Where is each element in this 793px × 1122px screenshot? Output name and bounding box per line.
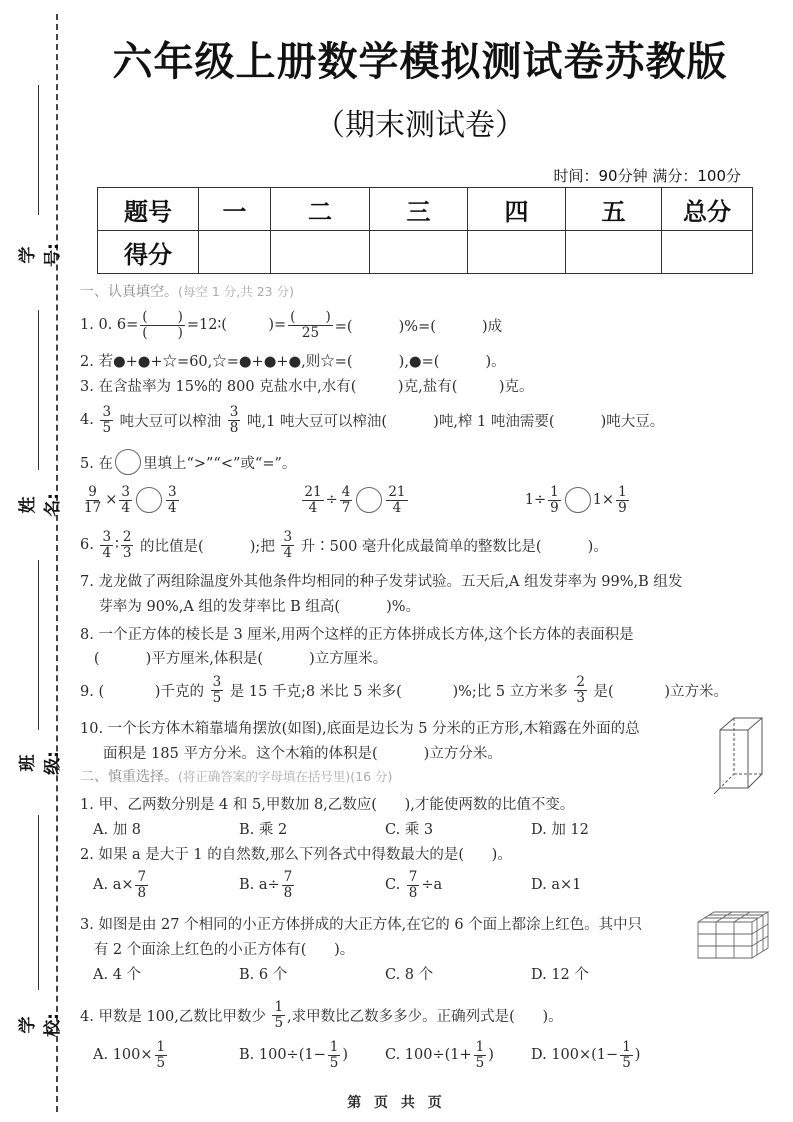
denominator: 9 [618, 499, 627, 516]
fraction [135, 870, 148, 899]
compare-circle-blank[interactable] [356, 487, 382, 513]
fraction [281, 530, 294, 559]
numerator: 2 [122, 529, 132, 546]
question-text: 里填上“>”“<”或“=”。 [142, 455, 297, 472]
question-text: × [105, 492, 118, 508]
score-table-score-row [98, 231, 753, 274]
fraction [211, 675, 224, 704]
fraction [228, 405, 241, 434]
page-title: 六年级上册数学模拟测试卷苏教版 [112, 39, 728, 85]
choice-option[interactable] [531, 877, 677, 893]
question-text: 有 2 个面涂上红色的小正方体有( )。 [80, 941, 355, 958]
question-text: A. a× [93, 877, 134, 893]
numerator: ( ) [290, 309, 331, 326]
fraction [282, 870, 295, 899]
question-text: D. a×1 [531, 877, 582, 893]
question-line [80, 370, 534, 400]
question-text: =( )%=( )成 [334, 318, 503, 335]
fraction [272, 1000, 285, 1029]
fraction [386, 485, 407, 514]
denominator: 4 [392, 499, 402, 516]
choice-option[interactable] [385, 1040, 531, 1069]
fraction [119, 485, 132, 514]
question-line [80, 310, 502, 340]
score-table-header-row [98, 188, 753, 231]
denominator: 4 [121, 499, 130, 516]
denominator: 8 [229, 419, 239, 436]
question-text: D. 加 12 [531, 821, 589, 838]
question-line [80, 1000, 563, 1030]
header-cell: 二 [271, 188, 370, 231]
question-text: 5. 在 [80, 455, 113, 472]
question-text: C. [385, 877, 405, 893]
choice-option[interactable] [93, 1040, 239, 1069]
choice-option[interactable] [239, 870, 385, 899]
numerator: ( ) [142, 309, 183, 326]
numerator: 3 [167, 484, 177, 501]
question-line [80, 405, 664, 435]
choice-option[interactable] [93, 870, 239, 899]
numerator: 3 [212, 674, 222, 691]
question-text: 8. 一个正方体的棱长是 3 厘米,用两个这样的正方体拼成长方体,这个长方体的表面积是 [80, 626, 634, 643]
cube-grid-figure-icon [696, 910, 772, 960]
denominator: 5 [329, 1054, 339, 1071]
header-cell: 总分 [662, 188, 753, 231]
numerator: 1 [329, 1039, 339, 1056]
question-text: 4. [80, 412, 99, 428]
question-line [80, 485, 631, 515]
denominator: ( ) [142, 324, 183, 341]
fraction [340, 485, 353, 514]
name-label: 姓名: [18, 493, 63, 517]
question-text: ( )平方厘米,体积是( )立方厘米。 [80, 650, 388, 667]
denominator: 8 [408, 884, 418, 901]
question-text: 9. ( )千克的 [80, 683, 209, 700]
question-text: 4. 甲数是 100,乙数比甲数少 [80, 1008, 271, 1025]
question-text: ) [342, 1047, 348, 1063]
box-figure-icon [712, 712, 772, 794]
score-cell [468, 231, 566, 274]
question-text: 是( )立方米。 [588, 683, 729, 700]
fraction [302, 485, 323, 514]
numerator: 3 [102, 404, 112, 421]
denominator: 5 [102, 419, 112, 436]
compare-circle-blank[interactable] [115, 449, 141, 475]
denominator: 4 [308, 499, 318, 516]
school-underline [38, 815, 39, 990]
question-text: 面积是 185 平方分米。这个木箱的体积是( )立方分米。 [80, 745, 502, 762]
question-text: A. 加 8 [93, 821, 142, 838]
question-text: B. 6 个 [239, 966, 288, 983]
score-table [97, 187, 753, 274]
question-text: 升∶500 毫升化成最简单的整数比是( )。 [296, 538, 608, 555]
option-row [93, 870, 677, 900]
question-text: C. 100÷(1+ [385, 1047, 472, 1063]
question-text: 3. 如图是由 27 个相同的小正方体拼成的大正方体,在它的 6 个面上都涂上红色。其中只 [80, 916, 643, 933]
header-cell: 题号 [98, 188, 199, 231]
question-text: 1. 0. 6= [80, 317, 139, 333]
score-cell [199, 231, 271, 274]
denominator: 8 [137, 884, 147, 901]
question-line [80, 737, 502, 767]
option-row [93, 1040, 677, 1070]
fraction [620, 1040, 633, 1069]
choice-option[interactable] [531, 963, 677, 984]
question-text: A. 4 个 [93, 966, 142, 983]
page-footer: 第 页 共 页 [347, 1095, 446, 1111]
question-text: 1. 甲、乙两数分别是 4 和 5,甲数加 8,乙数应( ),才能使两数的比值不变。 [80, 796, 575, 813]
numerator: 1 [622, 1039, 631, 1056]
numerator: 21 [388, 484, 406, 501]
denominator: 4 [167, 499, 177, 516]
class-label: 班级: [18, 751, 63, 775]
header-cell: 三 [370, 188, 468, 231]
choice-option[interactable] [531, 1040, 677, 1069]
numerator: 2 [576, 674, 585, 691]
question-text: 芽率为 90%,A 组的发芽率比 B 组高( )%。 [80, 598, 421, 615]
question-text: 1÷ [409, 492, 547, 508]
fraction [166, 485, 179, 514]
fraction [100, 405, 113, 434]
question-text: ) [634, 1047, 641, 1063]
section-1-title: 一、认真填空。 [80, 284, 178, 300]
compare-circle-blank[interactable] [565, 487, 591, 513]
section-1-note: (每空 1 分,共 23 分) [178, 284, 294, 299]
score-cell [271, 231, 370, 274]
numerator: 1 [618, 484, 627, 501]
section-1-heading [80, 276, 294, 306]
numerator: 9 [88, 484, 97, 501]
question-text: D. 12 个 [531, 966, 589, 983]
header-cell: 一 [199, 188, 271, 231]
fraction [100, 530, 113, 559]
score-cell [662, 231, 753, 274]
binding-dashed-line [56, 14, 58, 1112]
numerator: 7 [283, 869, 293, 886]
section-2-title: 二、慎重选择。 [80, 769, 178, 785]
fraction [155, 1040, 168, 1069]
question-text: B. 100÷(1− [239, 1047, 326, 1063]
fraction [288, 310, 333, 339]
choice-option[interactable] [385, 818, 531, 839]
denominator: 5 [475, 1054, 485, 1071]
option-row [93, 813, 677, 843]
fraction [616, 485, 629, 514]
denominator: 4 [102, 544, 112, 561]
question-text: 2. 如果 a 是大于 1 的自然数,那么下列各式中得数最大的是( )。 [80, 846, 512, 863]
page-subtitle: （期末测试卷） [315, 108, 525, 143]
denominator: 5 [212, 689, 222, 706]
score-cell [370, 231, 468, 274]
question-text: =12∶( )= [186, 317, 287, 333]
question-text: A. 100× [93, 1047, 153, 1063]
question-line [80, 530, 608, 560]
question-line [80, 675, 728, 705]
question-text: 是 15 千克;8 米比 5 米多( )%;比 5 立方米多 [225, 683, 573, 700]
numerator: 7 [408, 869, 418, 886]
time-info: 时间：90分钟 满分：100分 [553, 167, 741, 185]
school-label: 学校: [18, 1013, 63, 1037]
choice-option[interactable] [239, 963, 385, 984]
question-text: B. 乘 2 [239, 821, 288, 838]
question-text: ,求甲数比乙数多多少。正确列式是( )。 [287, 1008, 563, 1025]
score-row-label: 得分 [98, 231, 199, 274]
question-text: C. 乘 3 [385, 821, 434, 838]
fraction [407, 870, 420, 899]
fraction [121, 530, 134, 559]
numerator: 7 [137, 869, 147, 886]
denominator: 5 [622, 1054, 631, 1071]
question-text: 10. 一个长方体木箱靠墙角摆放(如图),底面是边长为 5 分米的正方形,木箱露在外面的总 [80, 720, 640, 737]
question-text: 的比值是( );把 [135, 538, 280, 555]
denominator: 5 [274, 1014, 284, 1031]
fraction [140, 310, 185, 339]
header-cell: 四 [468, 188, 566, 231]
denominator: 9 [550, 499, 559, 516]
denominator: 7 [341, 499, 351, 516]
name-underline [38, 310, 39, 470]
compare-circle-blank[interactable] [136, 487, 162, 513]
student-id-label: 学号: [18, 243, 63, 267]
numerator: 3 [121, 484, 130, 501]
choice-option[interactable] [531, 818, 677, 839]
numerator: 3 [102, 529, 112, 546]
denominator: 17 [84, 499, 102, 516]
denominator: 3 [576, 689, 585, 706]
choice-option[interactable] [239, 1040, 385, 1069]
numerator: 1 [274, 999, 284, 1016]
question-text: ÷a [421, 877, 443, 893]
class-underline [38, 560, 39, 730]
question-text: ÷ [325, 492, 338, 508]
question-text: 7. 龙龙做了两组除温度外其他条件均相同的种子发芽试验。五天后,A 组发芽率为 99%,B 组发 [80, 573, 683, 590]
question-text [181, 492, 301, 508]
denominator: 8 [283, 884, 293, 901]
score-cell [566, 231, 662, 274]
fraction [82, 485, 103, 514]
question-line [80, 642, 387, 672]
question-text: 1× [592, 492, 615, 508]
question-text: ) [488, 1047, 494, 1063]
question-text: 3. 在含盐率为 15%的 800 克盐水中,水有( )克,盐有( )克。 [80, 378, 534, 395]
question-text: 2. 若●+●+☆=60,☆=●+●+●,则☆=( ),●=( )。 [80, 353, 506, 370]
choice-option[interactable] [93, 963, 239, 984]
question-text: ∶ [115, 537, 119, 553]
option-row [93, 958, 677, 988]
choice-option[interactable] [93, 818, 239, 839]
numerator: 1 [550, 484, 559, 501]
numerator: 21 [304, 484, 322, 501]
question-text: C. 8 个 [385, 966, 434, 983]
numerator: 4 [341, 484, 351, 501]
numerator: 1 [475, 1039, 485, 1056]
question-text: 6. [80, 537, 99, 553]
section-2-note: (将正确答案的字母填在括号里)(16 分) [178, 769, 393, 784]
fraction [328, 1040, 341, 1069]
fraction [574, 675, 587, 704]
denominator: 4 [283, 544, 293, 561]
fraction [474, 1040, 487, 1069]
numerator: 3 [229, 404, 239, 421]
question-text: 吨,1 吨大豆可以榨油( )吨,榨 1 吨油需要( )吨大豆。 [242, 413, 665, 430]
denominator: 5 [156, 1054, 166, 1071]
choice-option[interactable] [385, 870, 531, 899]
numerator: 1 [156, 1039, 166, 1056]
choice-option[interactable] [239, 818, 385, 839]
question-line [80, 590, 420, 620]
question-line [80, 447, 296, 477]
fraction [548, 485, 561, 514]
numerator: 3 [283, 529, 293, 546]
denominator: 25 [301, 324, 320, 341]
header-cell: 五 [566, 188, 662, 231]
question-text: 吨大豆可以榨油 [115, 413, 226, 430]
question-text: B. a÷ [239, 877, 280, 893]
choice-option[interactable] [385, 963, 531, 984]
denominator: 3 [122, 544, 132, 561]
question-text: D. 100×(1− [531, 1047, 619, 1063]
